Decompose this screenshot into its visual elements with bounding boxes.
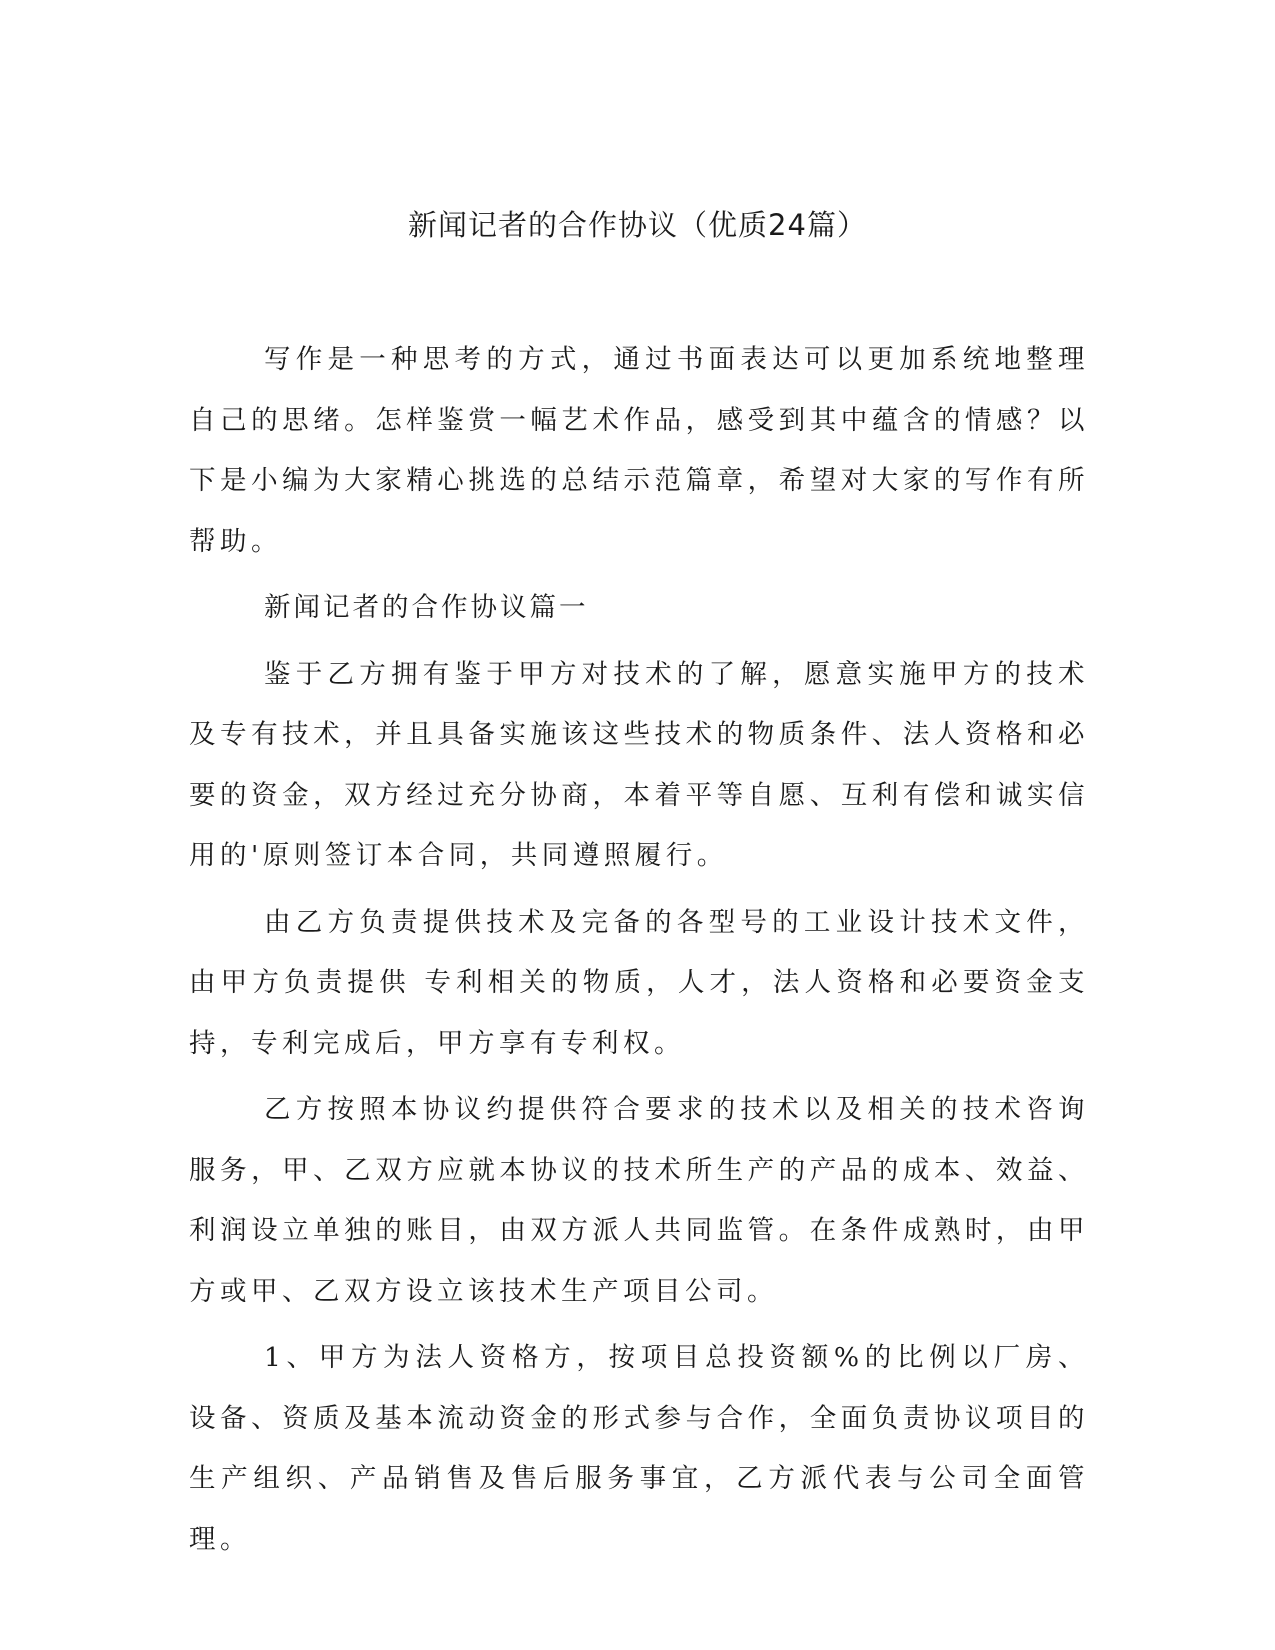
section-heading: 新闻记者的合作协议篇一 — [264, 592, 589, 623]
body-paragraph: 由乙方负责提供技术及完备的各型号的工业设计技术文件，由甲方负责提供 专利相关的物质，人才，法人资格和必要资金支持，专利完成后，甲方享有专利权。 — [189, 906, 1089, 1059]
document-title: 新闻记者的合作协议（优质24篇） — [408, 208, 867, 242]
body-paragraph: 1、甲方为法人资格方，按项目总投资额%的比例以厂房、设备、资质及基本流动资金的形式参与合作，全面负责协议项目的生产组织、产品销售及售后服务事宜，乙方派代表与公司全面管理。 — [189, 1342, 1089, 1555]
document-body — [189, 330, 1089, 1576]
body-paragraph: 乙方按照本协议约提供符合要求的技术以及相关的技术咨询服务，甲、乙双方应就本协议的技术所生产的产品的成本、效益、利润设立单独的账目，由双方派人共同监管。在条件成熟时，由甲方或甲、乙双方设立该技术生产项目公司。 — [189, 1094, 1089, 1307]
intro-paragraph: 写作是一种思考的方式，通过书面表达可以更加系统地整理自己的思绪。怎样鉴赏一幅艺术作品，感受到其中蕴含的情感？以下是小编为大家精心挑选的总结示范篇章，希望对大家的写作有所帮助。 — [189, 344, 1089, 557]
body-paragraph: 鉴于乙方拥有鉴于甲方对技术的了解，愿意实施甲方的技术及专有技术，并且具备实施该这些技术的物质条件、法人资格和必要的资金，双方经过充分协商，本着平等自愿、互利有偿和诚实信用的'原则签订本合同，共同遵照履行。 — [189, 658, 1089, 871]
